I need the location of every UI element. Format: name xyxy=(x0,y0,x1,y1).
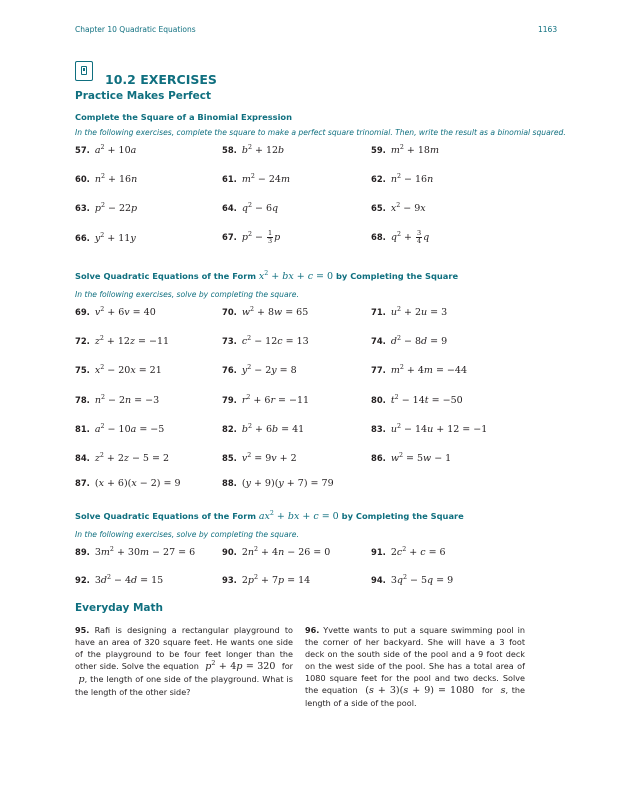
exercise-64: 64. $q^2 - 6q$ xyxy=(222,202,279,214)
exercise-84: 84. $z^2 + 2z - 5 = 2$ xyxy=(75,452,170,464)
exercise-82: 82. $b^2 + 6b = 41$ xyxy=(222,423,305,435)
exercise-67: 67. $p^2$ − $\frac{1}{3}$ p xyxy=(222,229,281,245)
exercise-63: 63. $p^2 - 22p$ xyxy=(75,202,138,214)
chapter-header: Chapter 10 Quadratic Equations xyxy=(75,25,196,34)
part3-instructions: In the following exercises, solve by completing the square. xyxy=(75,530,299,539)
exercise-74: 74. $d^2 - 8d = 9$ xyxy=(371,335,448,347)
exercise-80: 80. $t^2 - 14t = -50$ xyxy=(371,394,463,406)
exercise-65: 65. $x^2 - 9x$ xyxy=(371,202,426,214)
exercise-60: 60. $n^2 + 16n$ xyxy=(75,173,138,185)
exercise-94: 94. $3q^2 - 5q = 9$ xyxy=(371,574,454,586)
exercise-76: 76. $y^2 - 2y = 8$ xyxy=(222,364,297,376)
section-title: 10.2 EXERCISES xyxy=(105,72,217,87)
exercise-83: 83. $u^2 - 14u + 12 = -1$ xyxy=(371,423,488,435)
exercise-73: 73. $c^2 - 12c = 13$ xyxy=(222,335,309,347)
practice-heading: Practice Makes Perfect xyxy=(75,90,211,102)
exercise-96: 96. Yvette wants to put a square swimming pool in the corner of her backyard. She will have a 3 foot deck on the south side of the pool and a 9 foot deck on the west side of the pool. She has a total area of 1080 square feet for the pool and two decks. Solve the equation (s + 3)(s + 9) = 1080 for s, the length of a side of the pool. xyxy=(305,625,526,708)
exercise-62: 62. $n^2 - 16n$ xyxy=(371,173,434,185)
exercise-95: 95. Rafi is designing a rectangular playground to have an area of 320 square feet. He wants one side of the playground to be four feet longer than the other side. Solve the equation $p^2 + 4p = 320$ for p, the length of one side of the playground. What is the length of the other side? xyxy=(75,625,293,697)
exercise-85: 85. $v^2 = 9v + 2$ xyxy=(222,452,297,464)
exercise-72: 72. $z^2 + 12z = -11$ xyxy=(75,335,170,347)
exercise-93: 93. $2p^2 + 7p = 14$ xyxy=(222,574,311,586)
part3-heading: Solve Quadratic Equations of the Form $ax^2$ + bx + c = 0 by Completing the Square xyxy=(75,510,464,522)
exercise-89: 89. $3m^2 + 30m - 27 = 6$ xyxy=(75,546,196,558)
part2-instructions: In the following exercises, solve by completing the square. xyxy=(75,290,299,299)
page-number: 1163 xyxy=(538,25,558,34)
part1-instructions: In the following exercises, complete the square to make a perfect square trinomial. Then, write the result as a binomial squared. xyxy=(75,128,566,137)
exercise-68: 68. $q^2$ + $\frac{3}{4}$ q xyxy=(371,229,430,245)
exercise-79: 79. $r^2 + 6r = -11$ xyxy=(222,394,310,406)
everyday-math-heading: Everyday Math xyxy=(75,602,163,614)
exercise-57: 57. $a^2 + 10a$ xyxy=(75,144,137,156)
exercise-91: 91. $2c^2 + c = 6$ xyxy=(371,546,446,558)
part2-heading: Solve Quadratic Equations of the Form $x^2$ + bx + c = 0 by Completing the Square xyxy=(75,270,459,282)
part1-heading: Complete the Square of a Binomial Expression xyxy=(75,112,293,122)
exercise-66: 66. $y^2 + 11y$ xyxy=(75,232,136,244)
exercise-78: 78. $n^2 - 2n = -3$ xyxy=(75,394,160,406)
exercise-92: 92. $3d^2 - 4d = 15$ xyxy=(75,574,164,586)
exercise-70: 70. $w^2 + 8w = 65$ xyxy=(222,306,309,318)
exercise-69: 69. $v^2 + 6v = 40$ xyxy=(75,306,156,318)
exercise-71: 71. $u^2 + 2u = 3$ xyxy=(371,306,448,318)
exercise-58: 58. $b^2 + 12b$ xyxy=(222,144,285,156)
exercise-77: 77. $m^2 + 4m = -44$ xyxy=(371,364,467,376)
exercise-87: 87. (x + 6)(x − 2) = 9 xyxy=(75,478,181,489)
exercise-90: 90. $2n^2 + 4n - 26 = 0$ xyxy=(222,546,331,558)
exercise-75: 75. $x^2 - 20x = 21$ xyxy=(75,364,162,376)
exercise-59: 59. $m^2 + 18m$ xyxy=(371,144,439,156)
exercise-61: 61. $m^2 - 24m$ xyxy=(222,173,290,185)
exercise-88: 88. (y + 9)(y + 7) = 79 xyxy=(222,478,334,489)
document-icon xyxy=(75,61,93,81)
exercise-86: 86. $w^2 = 5w - 1$ xyxy=(371,452,452,464)
exercise-81: 81. $a^2 - 10a = -5$ xyxy=(75,423,165,435)
